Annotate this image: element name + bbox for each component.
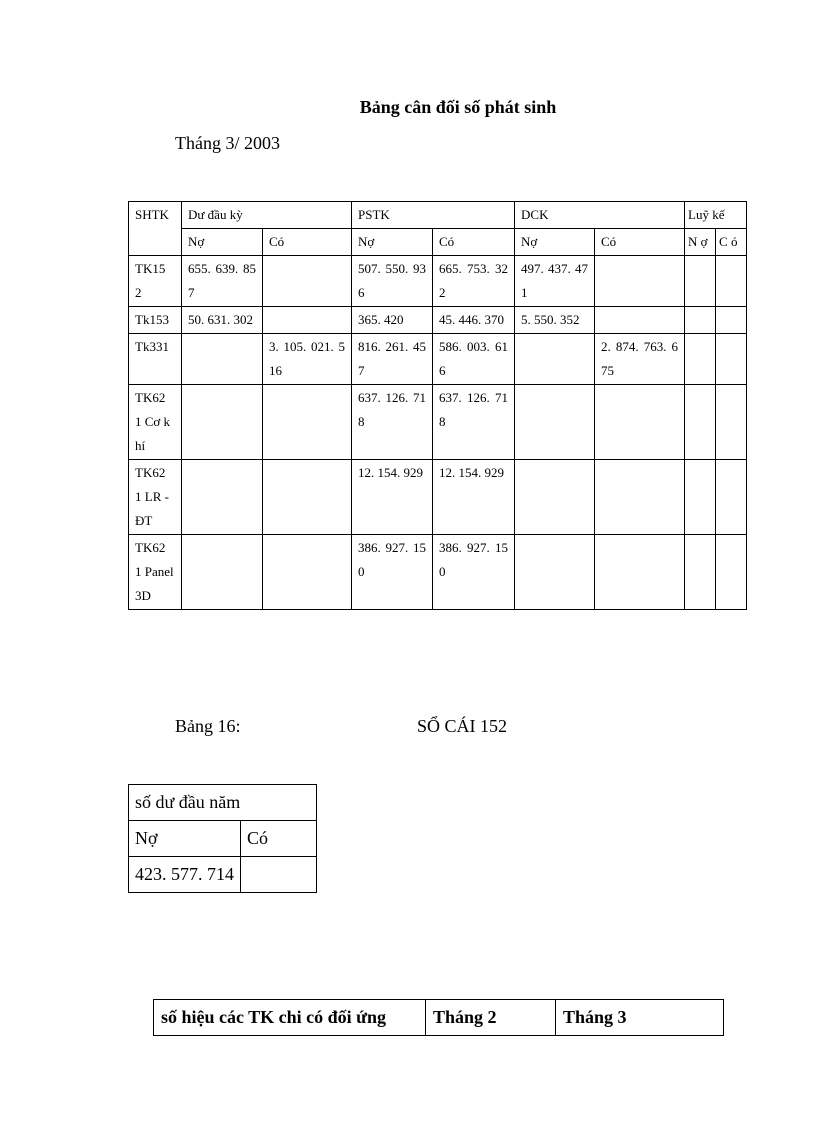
cum-credit-cell	[716, 307, 747, 334]
table-row	[129, 307, 747, 334]
subheader-end-credit: Có	[595, 229, 685, 256]
ps-credit-cell: 665. 753. 322	[433, 256, 515, 307]
subheader-end-debit: Nợ	[515, 229, 595, 256]
table-row	[154, 1000, 724, 1036]
table-row	[129, 535, 747, 610]
ps-credit-cell: 386. 927. 150	[433, 535, 515, 610]
opening-debit-label: Nợ	[129, 821, 241, 857]
cum-debit-cell	[685, 307, 716, 334]
account-cell: Tk331	[129, 334, 182, 385]
opening-balance-header: số dư đầu năm	[129, 785, 317, 821]
ps-credit-cell: 12. 154. 929	[433, 460, 515, 535]
opening-credit-value	[241, 857, 317, 893]
account-cell: TK62 1 Panel 3D	[129, 535, 182, 610]
subheader-cum-debit: N ợ	[685, 229, 716, 256]
account-cell: TK62 1 Cơ khí	[129, 385, 182, 460]
ps-credit-cell: 586. 003. 616	[433, 334, 515, 385]
cum-debit-cell	[685, 535, 716, 610]
ps-debit-cell: 386. 927. 150	[352, 535, 433, 610]
opening-credit-label: Có	[241, 821, 317, 857]
header-account-numbers: số hiệu các TK chi có đối ứng	[154, 1000, 426, 1036]
open-credit-cell	[263, 256, 352, 307]
cum-credit-cell	[716, 385, 747, 460]
end-credit-cell: 2. 874. 763. 675	[595, 334, 685, 385]
opening-debit-value: 423. 577. 714	[129, 857, 241, 893]
end-credit-cell	[595, 307, 685, 334]
end-credit-cell	[595, 385, 685, 460]
header-month-3: Tháng 3	[556, 1000, 724, 1036]
account-cell: TK15 2	[129, 256, 182, 307]
end-debit-cell	[515, 460, 595, 535]
balance-table	[128, 201, 747, 610]
open-credit-cell	[263, 535, 352, 610]
cum-credit-cell	[716, 535, 747, 610]
ps-debit-cell: 365. 420	[352, 307, 433, 334]
account-cell: TK62 1 LR - ĐT	[129, 460, 182, 535]
open-debit-cell	[182, 535, 263, 610]
end-debit-cell: 497. 437. 471	[515, 256, 595, 307]
ps-debit-cell: 12. 154. 929	[352, 460, 433, 535]
cum-debit-cell	[685, 256, 716, 307]
ps-debit-cell: 816. 261. 457	[352, 334, 433, 385]
end-credit-cell	[595, 256, 685, 307]
cum-credit-cell	[716, 256, 747, 307]
ps-credit-cell: 45. 446. 370	[433, 307, 515, 334]
subheader-cum-credit: C ó	[716, 229, 747, 256]
header-dck: DCK	[515, 202, 685, 229]
ps-credit-cell: 637. 126. 718	[433, 385, 515, 460]
subheader-open-credit: Có	[263, 229, 352, 256]
subheader-open-debit: Nợ	[182, 229, 263, 256]
balance-subheader-row	[129, 229, 747, 256]
end-credit-cell	[595, 460, 685, 535]
cum-credit-cell	[716, 334, 747, 385]
open-credit-cell: 3. 105. 021. 516	[263, 334, 352, 385]
open-credit-cell	[263, 460, 352, 535]
account-correspondence-table	[153, 999, 724, 1036]
open-debit-cell	[182, 385, 263, 460]
balance-header-row	[129, 202, 747, 229]
header-shtk: SHTK	[129, 202, 182, 256]
open-credit-cell	[263, 385, 352, 460]
cum-debit-cell	[685, 385, 716, 460]
opening-balance-table	[128, 784, 317, 893]
account-cell: Tk153	[129, 307, 182, 334]
open-debit-cell: 50. 631. 302	[182, 307, 263, 334]
ledger-caption: Bảng 16:	[175, 716, 241, 736]
cum-debit-cell	[685, 460, 716, 535]
header-cumulative: Luỹ kế	[685, 202, 747, 229]
ps-debit-cell: 507. 550. 936	[352, 256, 433, 307]
cum-credit-cell	[716, 460, 747, 535]
end-debit-cell	[515, 385, 595, 460]
end-credit-cell	[595, 535, 685, 610]
open-debit-cell	[182, 334, 263, 385]
open-debit-cell	[182, 460, 263, 535]
table-row	[129, 334, 747, 385]
header-opening: Dư đầu kỳ	[182, 202, 352, 229]
ps-debit-cell: 637. 126. 718	[352, 385, 433, 460]
header-pstk: PSTK	[352, 202, 515, 229]
end-debit-cell	[515, 334, 595, 385]
open-debit-cell: 655. 639. 857	[182, 256, 263, 307]
table-row	[129, 460, 747, 535]
cum-debit-cell	[685, 334, 716, 385]
end-debit-cell: 5. 550. 352	[515, 307, 595, 334]
subheader-ps-credit: Có	[433, 229, 515, 256]
open-credit-cell	[263, 307, 352, 334]
subheader-ps-debit: Nợ	[352, 229, 433, 256]
document-title: Bảng cân đối số phát sinh	[359, 97, 557, 117]
document-month: Tháng 3/ 2003	[175, 133, 280, 153]
table-row	[129, 385, 747, 460]
table-row	[129, 256, 747, 307]
end-debit-cell	[515, 535, 595, 610]
header-month-2: Tháng 2	[426, 1000, 556, 1036]
ledger-title: SỔ CÁI 152	[417, 716, 508, 736]
